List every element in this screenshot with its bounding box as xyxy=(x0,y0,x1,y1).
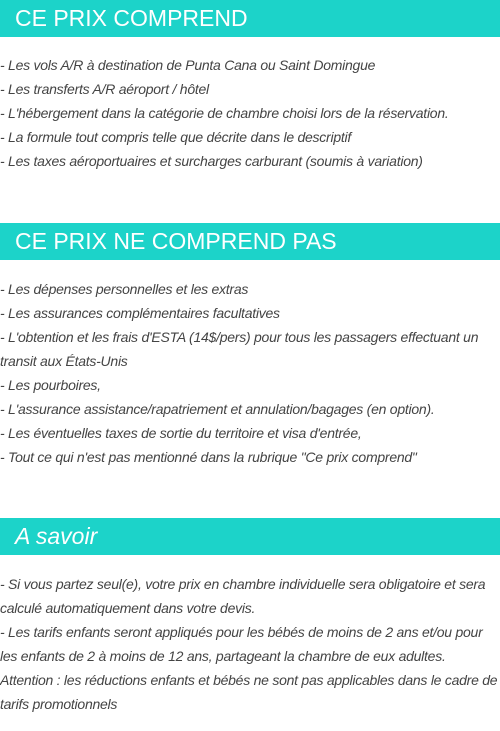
includes-title: CE PRIX COMPREND xyxy=(0,0,500,37)
list-item: - L'hébergement dans la catégorie de chambre choisi lors de la réservation. xyxy=(0,105,449,121)
list-item: - Les éventuelles taxes de sortie du territoire et visa d'entrée, xyxy=(0,425,362,441)
list-item: - Les assurances complémentaires facultatives xyxy=(0,305,280,321)
list-item: - L'obtention et les frais d'ESTA (14$/pers) pour tous les passagers effectuant un transit aux États-Unis xyxy=(0,329,479,369)
list-item: - Les dépenses personnelles et les extras xyxy=(0,281,249,297)
list-item: - L'assurance assistance/rapatriement et annulation/bagages (en option). xyxy=(0,401,435,417)
info-paragraph: - Si vous partez seul(e), votre prix en chambre individuelle sera obligatoire et sera calculé automatiquement dans votre devis. xyxy=(0,576,486,616)
info-paragraph: - Les tarifs enfants seront appliqués pour les bébés de moins de 2 ans et/ou pour les enfants de 2 à moins de 12 ans, partageant la chambre de eux adultes. xyxy=(0,624,483,664)
list-item: - Les vols A/R à destination de Punta Cana ou Saint Domingue xyxy=(0,57,376,73)
info-title: A savoir xyxy=(0,518,500,555)
excludes-section xyxy=(0,223,500,469)
list-item: - Les transferts A/R aéroport / hôtel xyxy=(0,81,209,97)
info-section xyxy=(0,518,500,716)
excludes-list xyxy=(0,277,500,469)
includes-section xyxy=(0,0,500,173)
list-item: - Les pourboires, xyxy=(0,377,101,393)
excludes-title: CE PRIX NE COMPREND PAS xyxy=(0,223,500,260)
list-item: - Les taxes aéroportuaires et surcharges carburant (soumis à variation) xyxy=(0,153,423,169)
list-item: - Tout ce qui n'est pas mentionné dans la rubrique "Ce prix comprend" xyxy=(0,449,417,465)
list-item: - La formule tout compris telle que décrite dans le descriptif xyxy=(0,129,352,145)
info-body xyxy=(0,572,500,716)
includes-list xyxy=(0,53,500,173)
info-paragraph: Attention : les réductions enfants et bébés ne sont pas applicables dans le cadre de tarifs promotionnels xyxy=(0,672,498,712)
